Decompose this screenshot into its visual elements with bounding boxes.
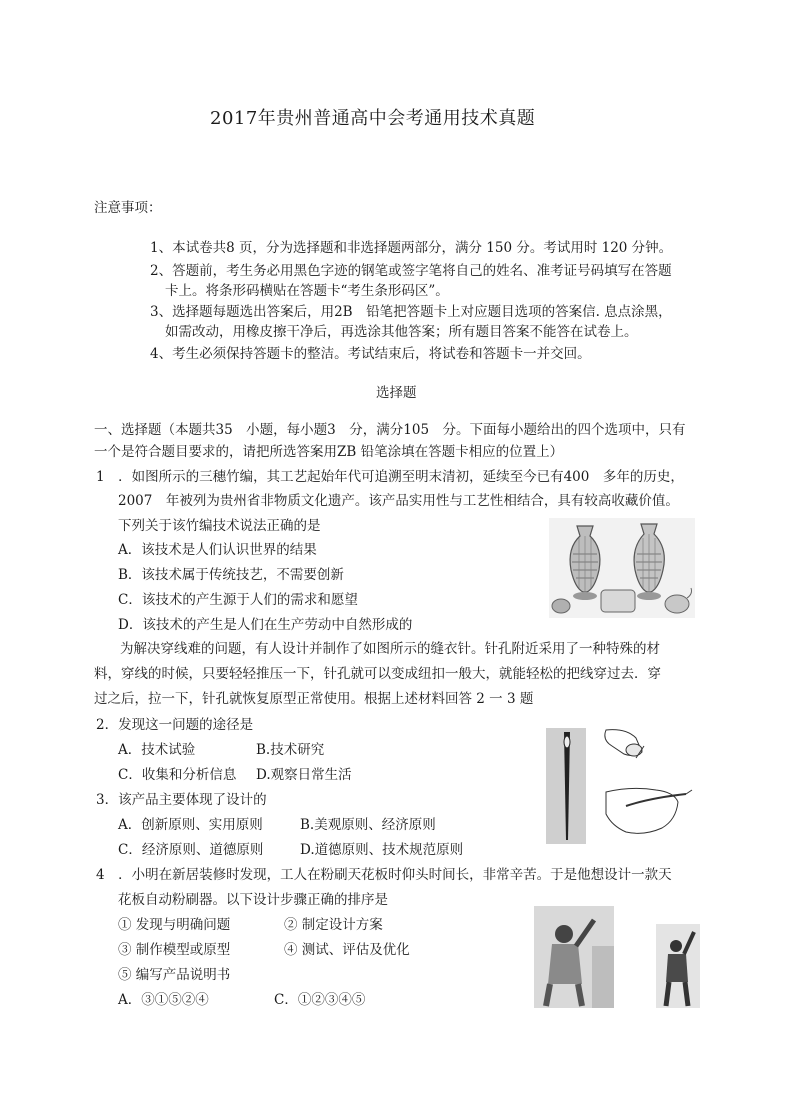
q2-option-c: C．收集和分析信息 [118, 767, 237, 783]
material-line-1: 为解决穿线难的问题，有人设计并制作了如图所示的缝衣针。针孔附近采用了一种特殊的材 [120, 641, 660, 657]
q2-stem: 2．发现这一问题的途径是 [96, 717, 254, 733]
painter-photo-2 [656, 924, 700, 1008]
q4-stem-2: 花板自动粉刷器。以下设计步骤正确的排序是 [118, 892, 388, 908]
notice-item-2-cont: 卡上。将条形码横贴在答题卡“考生条形码区”。 [165, 283, 449, 299]
notice-item-3: 3、选择题每题选出答案后，用2B 铅笔把答题卡上对应题目选项的答案信. 息点涂黑， [150, 304, 672, 320]
intro-line-2: 一个是符合题目要求的，请把所选答案用ZB 铅笔涂填在答题卡相应的位置上） [94, 444, 564, 460]
intro-line-1: 一、选择题（本题共35 小题，每小题3 分，满分105 分。下面每小题给出的四个选项中，只有 [94, 422, 686, 438]
notice-heading: 注意事项： [94, 200, 162, 216]
material-line-2: 料，穿线的时候，只要轻轻推压一下，针孔就可以变成纽扣一般大，就能轻松的把线穿过去．穿 [94, 666, 661, 682]
q3-option-a: A．创新原则、实用原则 [118, 817, 263, 833]
q4-stem-1: 4 ．小明在新居装修时发现，工人在粉刷天花板时仰头时间长，非常辛苦。于是他想设计一款天 [96, 867, 672, 883]
bamboo-weaving-image [549, 518, 695, 618]
q1-option-c: C．该技术的产生源于人们的需求和愿望 [118, 592, 358, 608]
notice-item-2: 2、答题前，考生务必用黑色字迹的钢笔或签字笔将自己的姓名、准考证号码填写在答题 [150, 263, 672, 279]
q3-stem: 3．该产品主要体现了设计的 [96, 792, 267, 808]
q1-option-d: D．该技术的产生是人们在生产劳动中自然形成的 [118, 617, 413, 633]
q4-step-3: ③ 制作模型或原型 [118, 942, 231, 958]
q3-option-b: B.美观原则、经济原则 [300, 817, 436, 833]
q2-option-d: D.观察日常生活 [256, 767, 352, 783]
notice-item-1: 1、本试卷共8 页，分为选择题和非选择题两部分，满分 150 分。考试用时 120 分钟。 [150, 240, 673, 256]
q2-option-a: A．技术试验 [118, 742, 196, 758]
q4-option-c: C．①②③④⑤ [274, 992, 366, 1008]
q3-option-d: D.道德原则、技术规范原则 [300, 842, 464, 858]
q4-step-5: ⑤ 编写产品说明书 [118, 967, 231, 983]
q1-option-b: B．该技术属于传统技艺，不需要创新 [118, 567, 344, 583]
page-title: 2017年贵州普通高中会考通用技术真题 [210, 108, 536, 129]
q3-option-c: C．经济原则、道德原则 [118, 842, 264, 858]
q4-step-2: ② 制定设计方案 [284, 917, 383, 933]
q4-step-1: ① 发现与明确问题 [118, 917, 231, 933]
notice-item-4: 4、考生必须保持答题卡的整洁。考试结束后，将试卷和答题卡一并交回。 [150, 346, 591, 362]
material-line-3: 过之后，拉一下，针孔就恢复原型正常使用。根据上述材料回答 2 一 3 题 [94, 691, 534, 707]
sewing-needle-image [546, 728, 696, 844]
q4-option-a: A．③①⑤②④ [118, 992, 209, 1008]
q1-stem-3: 下列关于该竹编技术说法正确的是 [118, 518, 321, 534]
q2-option-b: B.技术研究 [256, 742, 325, 758]
painter-photo-1 [534, 906, 614, 1008]
section-title: 选择题 [376, 385, 417, 401]
q1-stem-2: 2007 年被列为贵州省非物质文化遗产。该产品实用性与工艺性相结合，具有较高收藏价值。 [118, 493, 679, 509]
q1-option-a: A．该技术是人们认识世界的结果 [118, 542, 317, 558]
notice-item-3-cont: 如需改动，用橡皮擦干净后，再选涂其他答案；所有题目答案不能答在试卷上。 [165, 324, 638, 340]
q4-step-4: ④ 测试、评估及优化 [284, 942, 410, 958]
q1-stem-1: 1 ．如图所示的三穗竹编，其工艺起始年代可追溯至明末清初，延续至今已有400 多年的历史， [96, 469, 684, 485]
